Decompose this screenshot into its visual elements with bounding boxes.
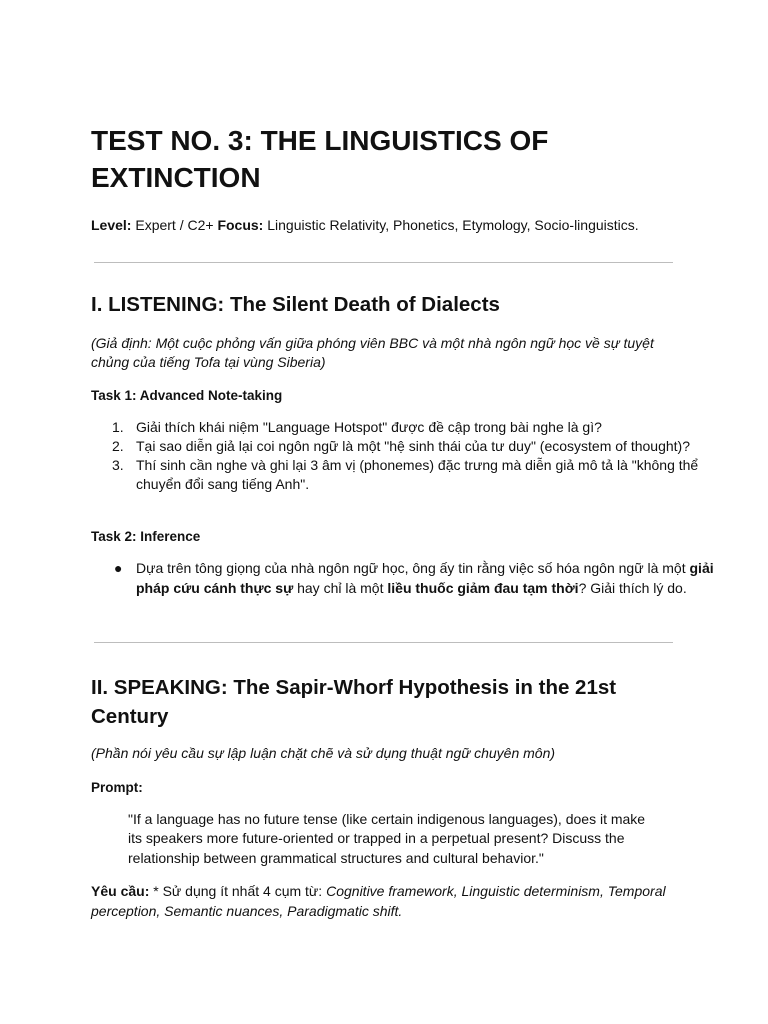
list-item — [114, 559, 716, 598]
speaking-note: (Phần nói yêu cầu sự lập luận chặt chẽ và sử dụng thuật ngữ chuyên môn) — [91, 745, 556, 761]
task2-list — [91, 559, 716, 598]
level-focus-line — [91, 215, 639, 235]
list-item — [112, 418, 716, 437]
task2-title: Task 2: Inference — [91, 529, 201, 544]
speaking-heading: II. SPEAKING: The Sapir-Whorf Hypothesis in the 21st Century — [91, 676, 617, 728]
listening-note: (Giả định: Một cuộc phỏng vấn giữa phóng viên BBC và một nhà ngôn ngữ học về sự tuyệt chủng của tiếng Tofa tại vùng Siberia) — [91, 335, 654, 370]
list-item — [112, 437, 716, 456]
item-text: Thí sinh cần nghe và ghi lại 3 âm vị (phonemes) đặc trưng mà diễn giả mô tả là "không thể chuyển đổi sang tiếng Anh". — [136, 457, 699, 492]
divider — [94, 262, 673, 263]
bullet-text: hay chỉ là một — [293, 579, 388, 596]
prompt-quote: "If a language has no future tense (like certain indigenous languages), does it make its speakers more future-oriented or trapped in a perpetual present? Discuss the relationship between grammatical structures and cultural behavior." — [128, 811, 646, 866]
item-number: 3. — [112, 457, 124, 473]
bullet-text: ? Giải thích lý do. — [578, 579, 687, 596]
level-value: Expert / C2+ — [131, 217, 218, 233]
bullet-bold-text: liều thuốc giảm đau tạm thời — [387, 579, 579, 596]
list-item — [112, 456, 716, 494]
task1-title: Task 1: Advanced Note-taking — [91, 388, 283, 403]
req-terms: Cognitive framework, Linguistic determinism, Temporal perception, Semantic nuances, Paradigmatic shift. — [91, 883, 666, 919]
item-number: 1. — [112, 419, 124, 435]
focus-label: Focus: — [217, 217, 264, 233]
task1-list — [91, 418, 716, 494]
item-number: 2. — [112, 438, 124, 454]
prompt-label: Prompt: — [91, 780, 143, 795]
bullet-text: Dựa trên tông giọng của nhà ngôn ngữ học, ông ấy tin rằng việc số hóa ngôn ngữ là một — [136, 560, 690, 576]
requirements — [91, 881, 671, 921]
focus-value: Linguistic Relativity, Phonetics, Etymology, Socio-linguistics. — [263, 217, 639, 233]
divider — [94, 642, 673, 643]
item-text: Tại sao diễn giả lại coi ngôn ngữ là một "hệ sinh thái của tư duy" (ecosystem of thought)? — [136, 438, 690, 454]
req-text: * Sử dụng ít nhất 4 cụm từ: — [149, 883, 327, 899]
bullet-icon: ● — [114, 560, 123, 576]
item-text: Giải thích khái niệm "Language Hotspot" được đề cập trong bài nghe là gì? — [136, 419, 602, 435]
bullet-bold-text: giải pháp cứu cánh thực sự — [136, 560, 714, 596]
page-title: TEST NO. 3: THE LINGUISTICS OF EXTINCTION — [91, 125, 549, 193]
listening-heading: I. LISTENING: The Silent Death of Dialects — [91, 293, 500, 316]
req-label: Yêu cầu: — [91, 883, 150, 899]
level-label: Level: — [91, 217, 132, 233]
